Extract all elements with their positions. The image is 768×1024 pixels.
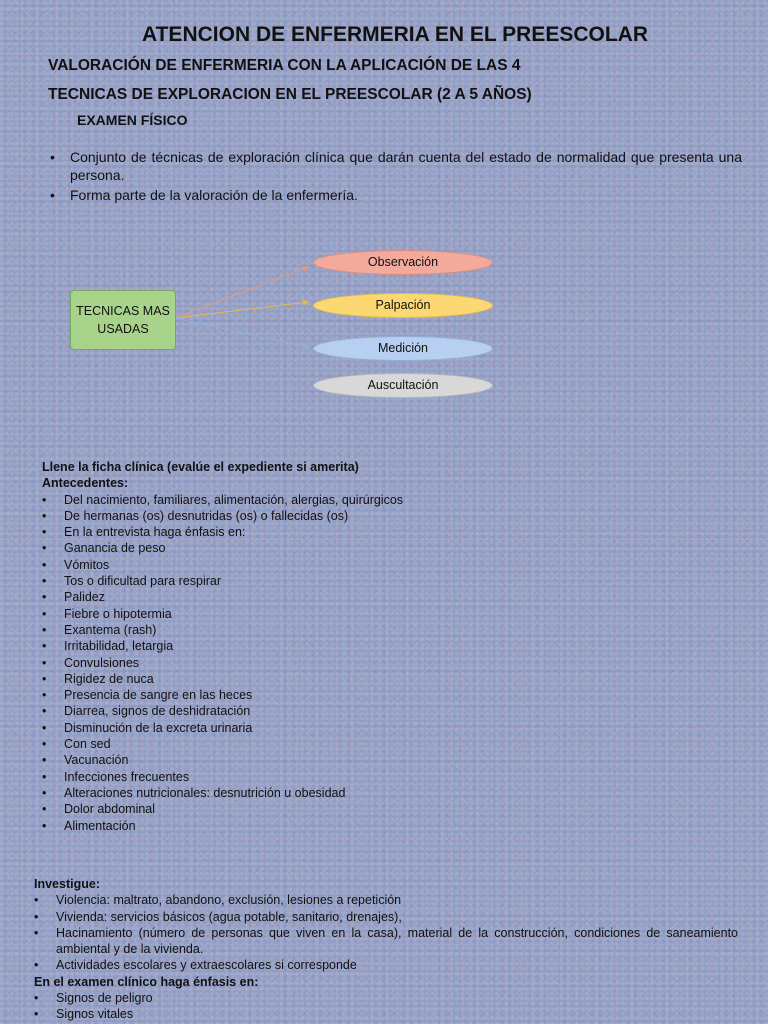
- arrow-medicion: [175, 318, 308, 347]
- page-title: ATENCION DE ENFERMERIA EN EL PREESCOLAR: [142, 23, 648, 46]
- clinical-exam-heading: En el examen clínico haga énfasis en:: [34, 974, 259, 989]
- technique-observacion: Observación: [313, 250, 493, 275]
- list-item: • Con sed: [42, 736, 403, 752]
- technique-palpacion: Palpación: [313, 293, 493, 318]
- list-item: • En la entrevista haga énfasis en:: [42, 524, 403, 540]
- clinical-exam-list: [34, 990, 738, 1023]
- intro-bullet: • Conjunto de técnicas de exploración clínica que darán cuenta del estado de normalidad que presenta una persona.: [48, 148, 742, 184]
- list-item: • Ganancia de peso: [42, 540, 403, 556]
- list-item: • Vómitos: [42, 557, 403, 573]
- clinical-record-line: Llene la ficha clínica (evalúe el expediente si amerita): [42, 460, 359, 474]
- list-item: • Convulsiones: [42, 655, 403, 671]
- list-item: • Rigidez de nuca: [42, 671, 403, 687]
- investigue-list: [34, 892, 738, 973]
- list-item: • Exantema (rash): [42, 622, 403, 638]
- antecedentes-section: [42, 459, 403, 834]
- list-item: • De hermanas (os) desnutridas (os) o fallecidas (os): [42, 508, 403, 524]
- intro-bullet: • Forma parte de la valoración de la enfermería.: [48, 186, 742, 204]
- list-item: • Diarrea, signos de deshidratación: [42, 703, 403, 719]
- list-item: • Alimentación: [42, 818, 403, 834]
- list-item: • Alteraciones nutricionales: desnutrición u obesidad: [42, 785, 403, 801]
- technique-auscultacion: Auscultación: [313, 373, 493, 398]
- list-item: • Violencia: maltrato, abandono, exclusión, lesiones a repetición: [34, 892, 738, 908]
- antecedentes-heading: Antecedentes:: [42, 476, 129, 491]
- list-item: • Tos o dificultad para respirar: [42, 573, 403, 589]
- list-item: • Hacinamiento (número de personas que viven en la casa), material de la construcción, condiciones de saneamiento ambiental y de la vivienda.: [34, 925, 738, 958]
- list-item: • Vacunación: [42, 752, 403, 768]
- subtitle-line-2: TECNICAS DE EXPLORACION EN EL PREESCOLAR (2 A 5 AÑOS): [48, 86, 532, 103]
- list-item: • Disminución de la excreta urinaria: [42, 720, 403, 736]
- list-item: • Palidez: [42, 589, 403, 605]
- list-item: • Infecciones frecuentes: [42, 769, 403, 785]
- investigue-heading: Investigue:: [34, 877, 100, 891]
- exam-heading: EXAMEN FÍSICO: [77, 112, 188, 128]
- list-item: • Actividades escolares y extraescolares si corresponde: [34, 957, 738, 973]
- list-item: • Irritabilidad, letargia: [42, 638, 403, 654]
- investigue-section: [34, 876, 738, 1023]
- techniques-source-box: [70, 290, 176, 350]
- list-item: • Fiebre o hipotermia: [42, 606, 403, 622]
- technique-medicion: Medición: [313, 336, 493, 361]
- list-item: • Vivienda: servicios básicos (agua potable, sanitario, drenajes),: [34, 909, 738, 925]
- list-item: • Presencia de sangre en las heces: [42, 687, 403, 703]
- subtitle-line-1: VALORACIÓN DE ENFERMERIA CON LA APLICACIÓN DE LAS 4: [48, 57, 521, 74]
- list-item: • Dolor abdominal: [42, 801, 403, 817]
- techniques-source-label: TECNICAS MAS USADAS: [76, 304, 170, 336]
- list-item: • Signos vitales: [34, 1006, 738, 1022]
- list-item: • Signos de peligro: [34, 990, 738, 1006]
- list-item: • Del nacimiento, familiares, alimentación, alergias, quirúrgicos: [42, 492, 403, 508]
- antecedentes-list: [42, 492, 403, 834]
